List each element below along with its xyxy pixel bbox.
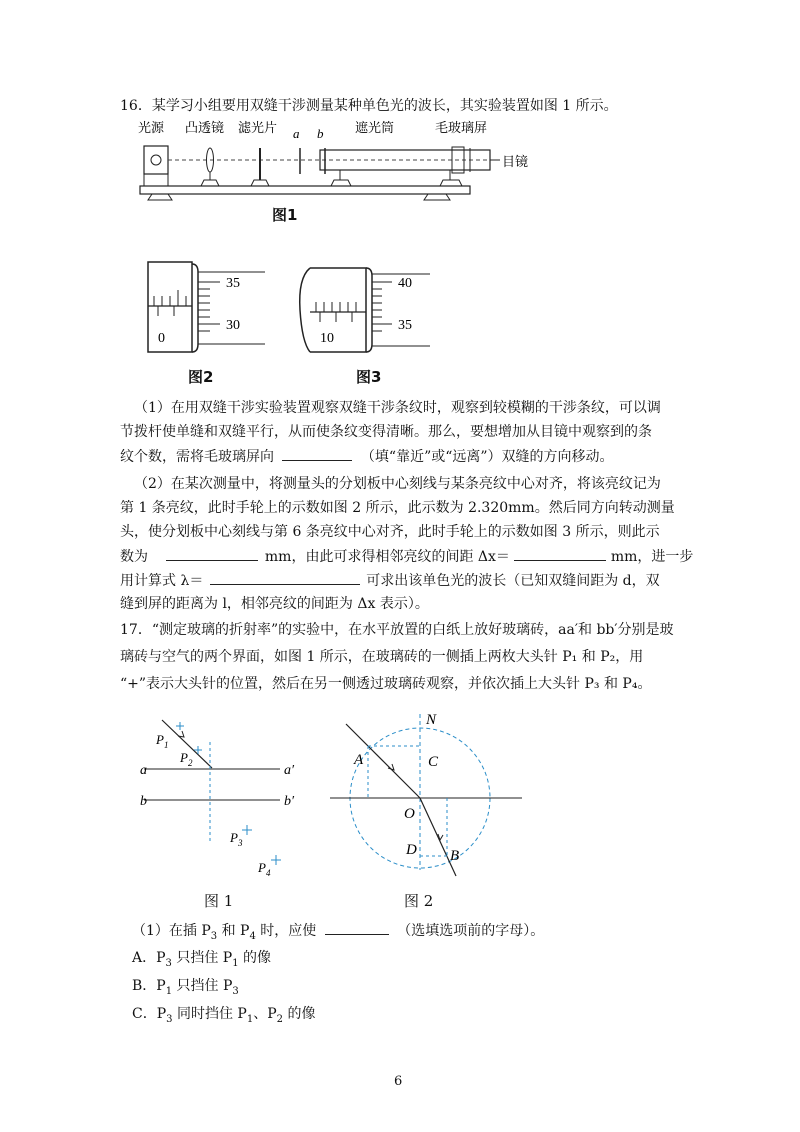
q17-figure-1	[130, 712, 320, 882]
bulb-icon	[151, 155, 161, 165]
q16-fig1-caption: 图1	[272, 206, 298, 224]
q16-p1-line2: 节拨杆使单缝和双缝平行，从而使条纹变得清晰。那么，要想增加从目镜中观察到的条	[120, 424, 652, 440]
label-b: b	[317, 126, 324, 141]
q16-p2-further-label: mm，进一步	[610, 549, 694, 565]
page-number: 6	[394, 1074, 403, 1089]
q16-p2-line6: 缝到屏的距离为 l，相邻亮纹的间距为 Δx 表示）。	[120, 596, 429, 612]
label-b: b	[140, 794, 147, 809]
q16-p2-reading-label: 数为	[120, 549, 148, 565]
tube-stand-1	[331, 170, 351, 186]
q16-figure-3	[296, 262, 436, 358]
sleeve	[310, 268, 366, 352]
label-p4: $P_4$	[258, 860, 271, 878]
q16-p2-line5	[120, 570, 660, 591]
scale-40: 40	[398, 276, 412, 291]
label-C: C	[428, 754, 439, 770]
q17-sub1: （1）在插 $P_3$ 和 $P_4$ 时，应使 （选填选项前的字母）。	[132, 920, 544, 947]
label-a: a	[293, 126, 300, 141]
q17-stem-line2: 璃砖与空气的两个界面，如图 1 所示，在玻璃砖的一侧插上两枚大头针 P₁ 和 P₂，用	[120, 649, 644, 665]
scale-35: 35	[226, 276, 240, 291]
thimble-ticks	[372, 282, 392, 331]
q17-stem-line3: “+”表示大头针的位置，然后在另一侧透过玻璃砖观察，并依次插上大头针 P₃ 和 P₄。	[120, 676, 652, 692]
answer-blank-direction[interactable]	[282, 446, 352, 461]
q16-p2-line1: （2）在某次测量中，将测量头的分划板中心刻线与某条亮纹中心对齐，将该亮纹记为	[134, 476, 661, 492]
label-O: O	[404, 806, 415, 822]
q16-fig3-caption: 图3	[356, 368, 382, 386]
q16-figure-2	[140, 258, 270, 358]
q16-p2-line2: 第 1 条亮纹，此时手轮上的示数如图 2 所示，此示数为 2.320mm。然后同方向转动测量	[120, 500, 675, 516]
label-D: D	[406, 842, 417, 858]
pin-p3-marker	[242, 825, 252, 835]
label-B: B	[450, 848, 460, 864]
thimble-edge	[192, 264, 198, 352]
label-convex-lens: 凸透镜	[185, 120, 225, 135]
q17-option-b[interactable]: B．$P_1$ 只挡住 $P_3$	[132, 978, 239, 997]
q16-p2-lambda-rest: 可求出该单色光的波长（已知双缝间距为 d，双	[366, 573, 660, 589]
pin-p1-marker	[176, 722, 184, 730]
q17-fig1-caption: 图 1	[204, 892, 234, 910]
q17-stem-line1: 17．“测定玻璃的折射率”的实验中，在水平放置的白纸上放好玻璃砖，aa′和 bb′分别是玻	[120, 622, 674, 638]
label-p3: $P_3$	[230, 830, 243, 848]
scale-30: 30	[226, 318, 240, 333]
light-source-box	[144, 146, 168, 174]
q16-figure-1	[130, 118, 550, 228]
scale-10: 10	[320, 331, 334, 346]
q16-p1-line3-end: （填“靠近”或“远离”）双缝的方向移动。	[360, 449, 614, 465]
q16-p2-spacing-label: mm，由此可求得相邻亮纹的间距 Δx＝	[264, 549, 510, 565]
optical-bench	[140, 186, 470, 194]
q16-p1-line1: （1）在用双缝干涉实验装置观察双缝干涉条纹时，观察到较模糊的干涉条纹，可以调	[134, 400, 661, 416]
thimble-ticks	[198, 282, 220, 331]
sleeve-curve	[300, 268, 310, 352]
answer-blank-formula[interactable]	[210, 570, 360, 585]
pin-p4-marker	[271, 855, 281, 865]
label-light-source: 光源	[138, 120, 165, 135]
q16-p2-line3: 头，使分划板中心刻线与第 6 条亮纹中心对齐，此时手轮上的示数如图 3 所示，则此示	[120, 524, 660, 540]
label-p1: $P_1$	[156, 732, 169, 750]
scale-35: 35	[398, 318, 412, 333]
label-filter: 滤光片	[238, 120, 278, 135]
refracted-ray	[420, 798, 456, 876]
q16-p2-lambda-label: 用计算式 λ＝	[120, 573, 204, 589]
label-A: A	[354, 752, 364, 768]
answer-blank-reading[interactable]	[166, 546, 258, 561]
tube-stand-2	[440, 170, 462, 186]
label-N: N	[426, 712, 437, 728]
q17-fig2-caption: 图 2	[404, 892, 434, 910]
scale-0: 0	[158, 331, 165, 346]
ray-arrow	[178, 731, 184, 737]
q16-p2-line4	[120, 546, 693, 567]
q16-fig2-caption: 图2	[188, 368, 214, 386]
sleeve	[148, 262, 192, 352]
bench-foot-left	[148, 194, 172, 200]
answer-blank-option[interactable]	[325, 920, 389, 935]
q17-option-c[interactable]: C．$P_3$ 同时挡住 $P_1$、$P_2$ 的像	[132, 1006, 316, 1025]
label-p2: $P_2$	[180, 750, 193, 768]
thimble-edge	[366, 268, 372, 352]
label-a-prime: a′	[284, 763, 295, 778]
q16-p1-line3	[120, 446, 614, 467]
label-frosted-screen: 毛玻璃屏	[435, 120, 488, 135]
label-a: a	[140, 763, 147, 778]
lens-base	[201, 180, 219, 186]
pin-p2-marker	[194, 746, 202, 754]
q17-option-a[interactable]: A．$P_3$ 只挡住 $P_1$ 的像	[132, 950, 272, 969]
q16-stem: 16．某学习小组要用双缝干涉测量某种单色光的波长，其实验装置如图 1 所示。	[120, 98, 618, 114]
answer-blank-spacing[interactable]	[514, 546, 606, 561]
label-light-tube: 遮光筒	[355, 120, 395, 135]
light-source-base	[144, 174, 168, 186]
filter-base	[251, 180, 269, 186]
q17-figure-2	[326, 710, 526, 884]
label-b-prime: b′	[284, 794, 295, 809]
q16-p1-line3-start: 纹个数，需将毛玻璃屏向	[120, 449, 274, 465]
bench-foot-right	[424, 194, 450, 200]
label-eyepiece: 目镜	[502, 154, 529, 169]
